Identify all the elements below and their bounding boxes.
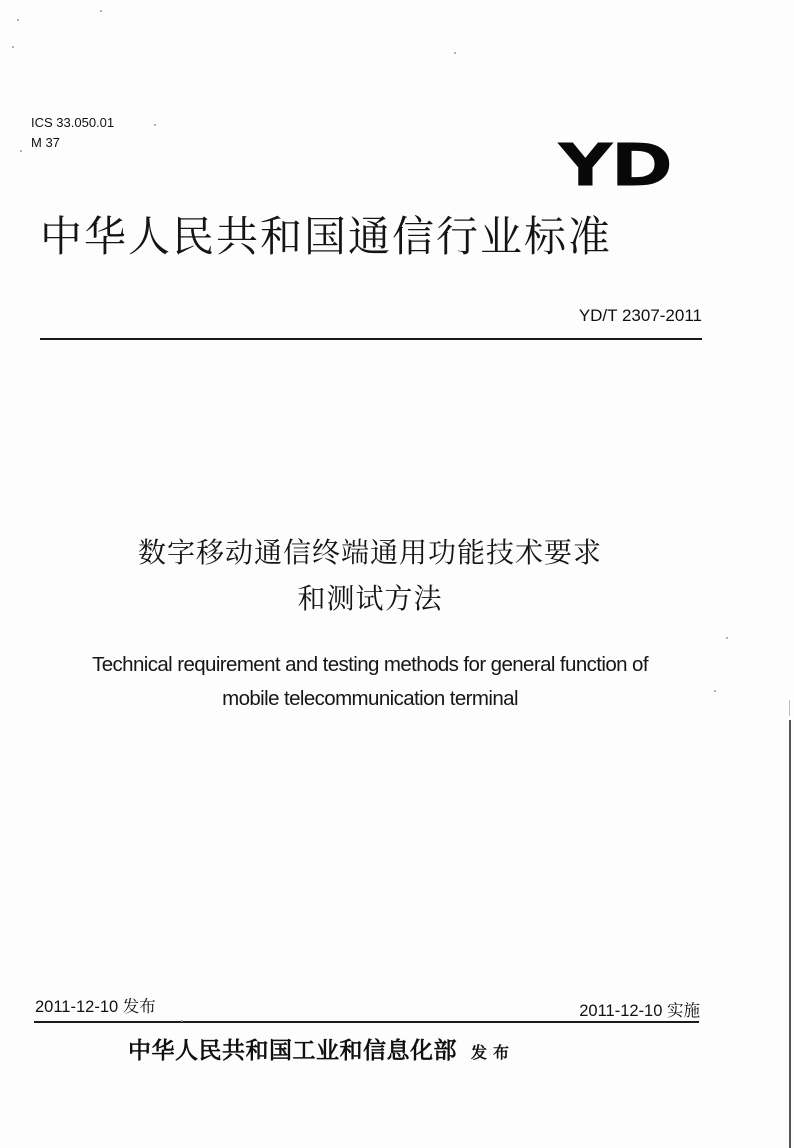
classification-codes <box>31 113 114 153</box>
scan-speck <box>181 1020 183 1022</box>
title-en-line-2: mobile telecommunication terminal <box>222 687 518 710</box>
scan-speck <box>714 690 716 692</box>
title-cn-line-2: 和测试方法 <box>297 582 443 615</box>
implementation-date: 2011-12-10 实施 <box>579 1002 700 1020</box>
scan-speck <box>17 19 19 21</box>
header-divider <box>40 338 702 340</box>
title-cn-line-1: 数字移动通信终端通用功能技术要求 <box>137 536 602 569</box>
scan-speck <box>454 52 456 54</box>
issuer-name: 中华人民共和国工业和信息化部 <box>128 1037 457 1064</box>
scan-edge-line <box>789 720 791 1148</box>
scan-speck <box>726 637 728 639</box>
document-title-chinese <box>0 530 740 622</box>
scan-edge-mark <box>789 700 790 716</box>
standard-category-title: 中华人民共和国通信行业标准 <box>40 212 613 261</box>
scan-speck <box>100 10 102 12</box>
scan-speck <box>20 150 22 152</box>
yd-logo: YD <box>558 130 671 200</box>
ccs-code: M 37 <box>31 135 60 150</box>
scan-speck <box>154 124 156 126</box>
issuer-action: 发布 <box>471 1043 516 1062</box>
title-en-line-1: Technical requirement and testing methods for general function of <box>92 653 648 676</box>
issue-date: 2011-12-10 发布 <box>35 998 156 1016</box>
issuing-authority <box>128 1034 515 1070</box>
ics-code: ICS 33.050.01 <box>31 115 115 130</box>
footer-divider <box>34 1021 699 1023</box>
standard-number: YD/T 2307-2011 <box>578 306 702 325</box>
scan-speck <box>12 46 14 48</box>
document-title-english <box>0 648 740 716</box>
